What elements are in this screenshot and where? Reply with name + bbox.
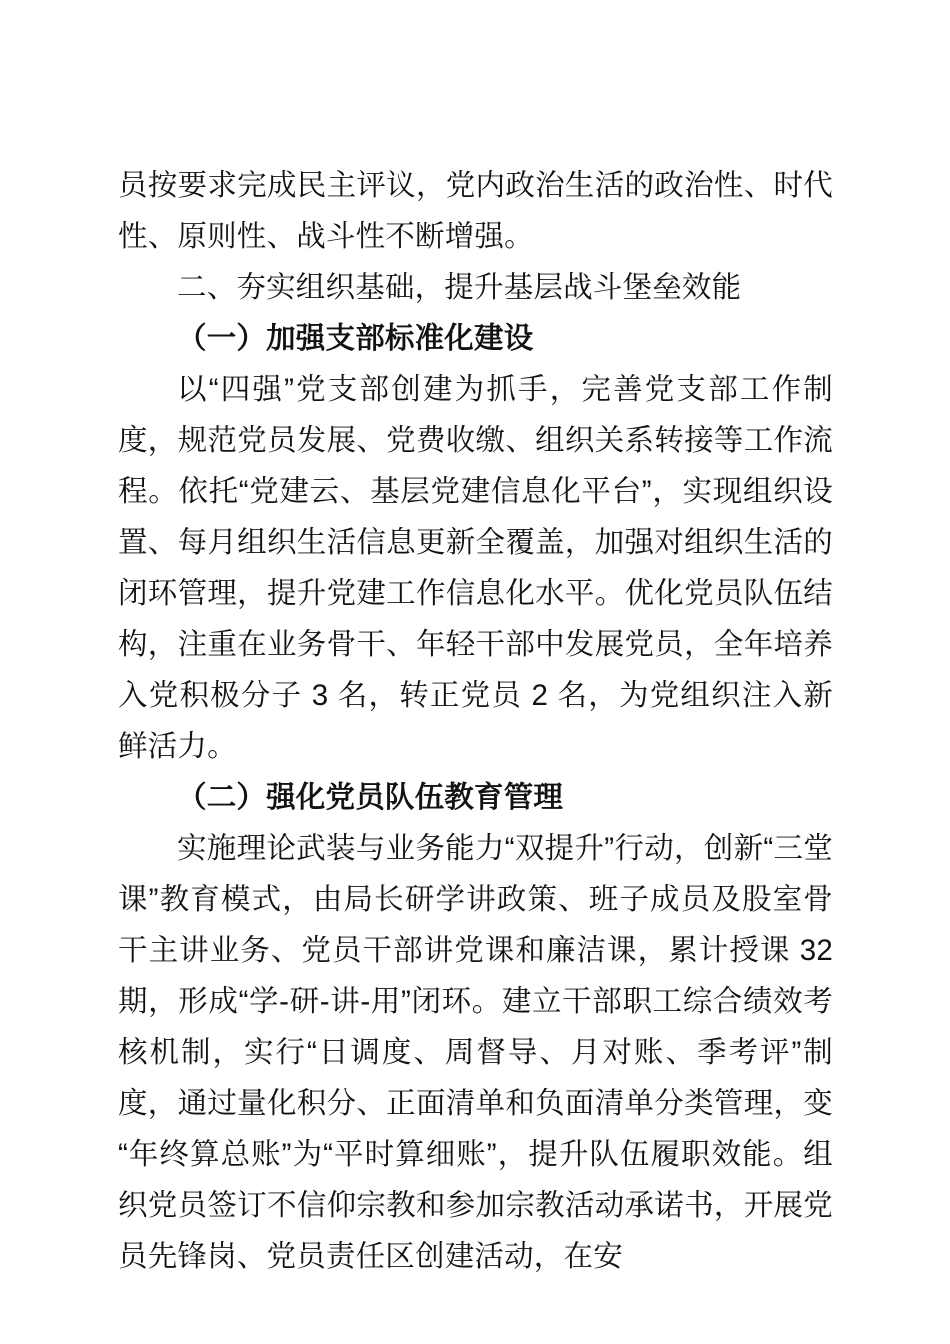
heading-subsection-one: （一）加强支部标准化建设 <box>177 322 534 355</box>
heading-subsection-two: （二）强化党员队伍教育管理 <box>177 781 564 814</box>
document-body <box>118 160 833 1282</box>
paragraph-subsection-two-body: 实施理论武装与业务能力“双提升”行动，创新“三堂课”教育模式，由局长研学讲政策、班子成员及股室骨干主讲业务、党员干部讲党课和廉洁课，累计授课 32 期，形成“学-研-讲-用”闭环。建立干部职工综合绩效考核机制，实行“日调度、周督导、月对账、季考评”制度，通过量化积分、正面清单和负面清单分类管理，变“年终算总账”为“平时算细账”，提升队伍履职效能。组织党员签订不信仰宗教和参加宗教活动承诺书，开展党员先锋岗、党员责任区创建活动，在安 <box>118 832 833 1273</box>
paragraph-subsection-one-body: 以“四强”党支部创建为抓手，完善党支部工作制度，规范党员发展、党费收缴、组织关系转接等工作流程。依托“党建云、基层党建信息化平台”，实现组织设置、每月组织生活信息更新全覆盖，加强对组织生活的闭环管理，提升党建工作信息化水平。优化党员队伍结构，注重在业务骨干、年轻干部中发展党员，全年培养入党积极分子 3 名，转正党员 2 名，为党组织注入新鲜活力。 <box>118 373 833 763</box>
heading-section-two: 二、夯实组织基础，提升基层战斗堡垒效能 <box>177 271 742 304</box>
paragraph-continuation: 员按要求完成民主评议，党内政治生活的政治性、时代性、原则性、战斗性不断增强。 <box>118 169 833 253</box>
